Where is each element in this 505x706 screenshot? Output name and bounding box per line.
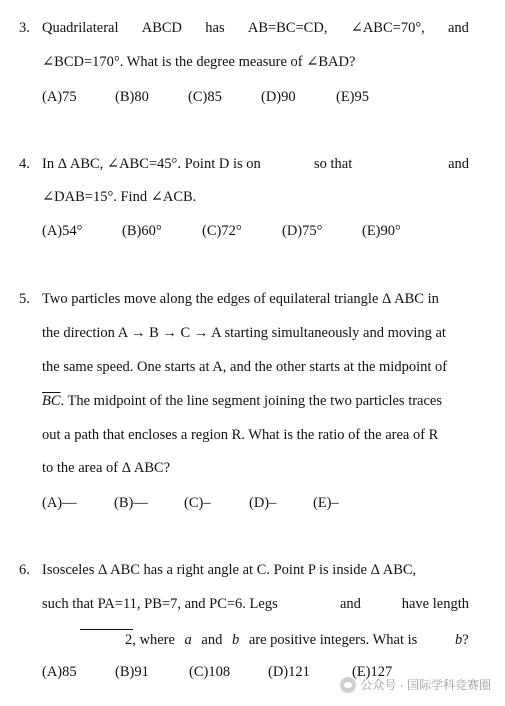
option-b: (B)91 <box>115 664 149 680</box>
question-line: 2, where a and b are positive integers. What is b? <box>125 632 469 648</box>
option-c: (C)– <box>184 495 211 511</box>
option-a: (A)54° <box>42 223 83 239</box>
question-number: 5. <box>19 291 30 307</box>
question-line: In Δ ABC, ∠ABC=45°. Point D is on so that and <box>42 156 469 172</box>
option-e: (E)– <box>313 495 339 511</box>
option-e: (E)90° <box>362 223 401 239</box>
option-d: (D)90 <box>261 89 296 105</box>
question-number: 6. <box>19 562 30 578</box>
question-line: to the area of Δ ABC? <box>42 460 171 476</box>
option-a: (A)85 <box>42 664 77 680</box>
question-number: 3. <box>19 20 30 36</box>
question-line: Quadrilateral ABCD has AB=BC=CD, ∠ABC=70°, and <box>42 20 469 36</box>
option-c: (C)72° <box>202 223 242 239</box>
answer-options <box>42 223 401 240</box>
option-d: (D)– <box>249 495 277 511</box>
option-a: (A)— <box>42 495 77 511</box>
question-line: ∠DAB=15°. Find ∠ACB. <box>42 189 197 205</box>
option-b: (B)80 <box>115 89 149 105</box>
question-line: $\overline{BC}$. The midpoint of the line segment joining the two particles traces <box>42 393 443 409</box>
wechat-icon <box>340 677 356 693</box>
option-e: (E)127 <box>352 664 393 680</box>
option-b: (B)60° <box>122 223 162 239</box>
question-line: Isosceles Δ ABC has a right angle at C. Point P is inside Δ ABC, <box>42 562 417 578</box>
option-d: (D)75° <box>282 223 323 239</box>
question-line: out a path that encloses a region R. What is the ratio of the area of R <box>42 427 439 443</box>
segment-bc: $\overline{BC}$ <box>42 393 61 409</box>
answer-options <box>42 495 339 512</box>
option-a: (A)75 <box>42 89 77 105</box>
question-number: 4. <box>19 156 30 172</box>
option-d: (D)121 <box>268 664 310 680</box>
option-b: (B)— <box>114 495 148 511</box>
watermark: 公众号 · 国际学科竞赛圈 <box>340 676 491 693</box>
question-line: such that PA=11, PB=7, and PC=6. Legs and have length <box>42 596 469 612</box>
question-line: the direction A → B → C → A starting simultaneously and moving at <box>42 325 446 341</box>
question-line: ∠BCD=170°. What is the degree measure of ∠BAD? <box>42 54 356 70</box>
option-c: (C)108 <box>189 664 231 680</box>
answer-options <box>42 89 369 106</box>
option-c: (C)85 <box>188 89 222 105</box>
option-e: (E)95 <box>336 89 370 105</box>
question-line: Two particles move along the edges of equilateral triangle Δ ABC in <box>42 291 439 307</box>
question-line: the same speed. One starts at A, and the other starts at the midpoint of <box>42 359 448 375</box>
radical-bar <box>80 629 133 630</box>
